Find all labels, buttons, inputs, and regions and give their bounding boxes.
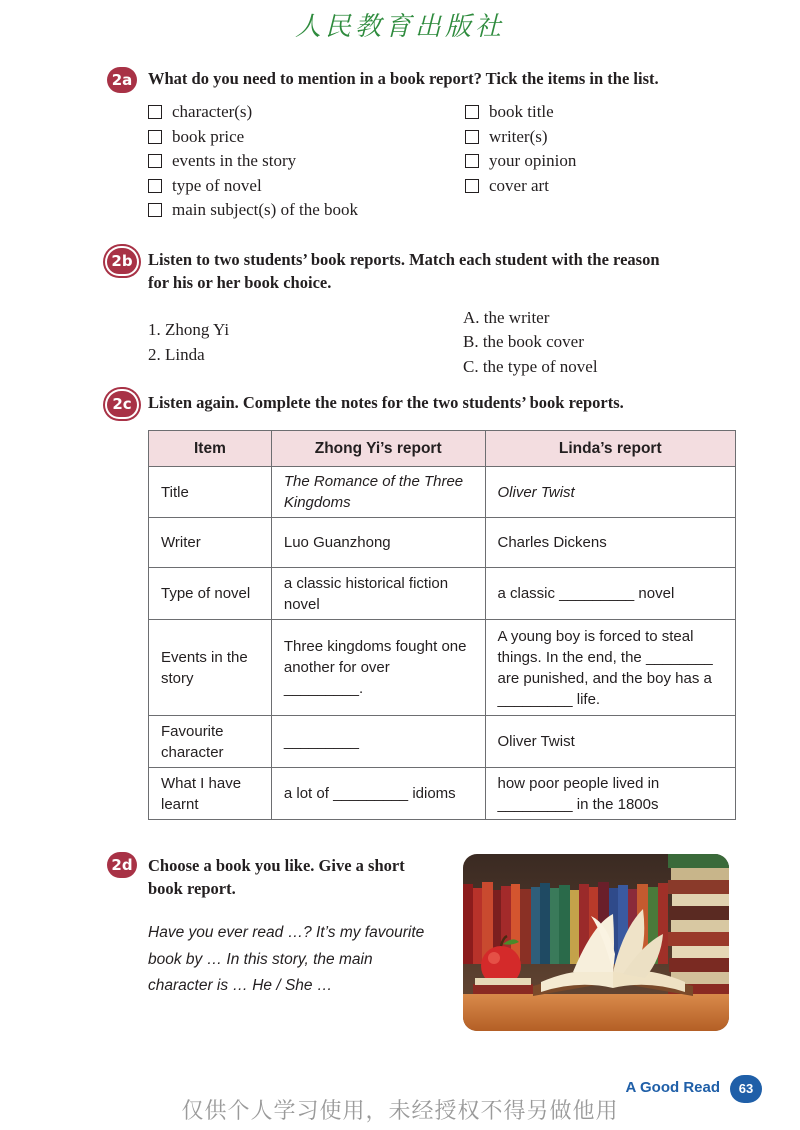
row-label: What I have learnt [149, 768, 272, 820]
checklist-item-writer[interactable]: writer(s) [465, 127, 548, 147]
checkbox[interactable] [465, 179, 479, 193]
checklist-item-cover-art[interactable]: cover art [465, 176, 549, 196]
checklist-item-main-subject[interactable]: main subject(s) of the book [148, 200, 358, 220]
row-label: Title [149, 467, 272, 518]
notes-table [148, 430, 736, 820]
zhong-cell: The Romance of the Three Kingdoms [271, 467, 485, 518]
checkbox[interactable] [148, 179, 162, 193]
section-badge-2a: 2a [107, 67, 137, 93]
publisher-logo: 人民教育出版社 [294, 12, 505, 42]
linda-cell-fill-blank[interactable]: how poor people lived in _________ in the 1800s [485, 768, 736, 820]
header-zhong-yi: Zhong Yi’s report [271, 431, 485, 467]
reason-item: A. the writer [463, 308, 550, 327]
row-label: Type of novel [149, 568, 272, 620]
report-prompt: Have you ever read …? It’s my favourite book by … In this story, the main character is … He / She … [148, 924, 425, 994]
checklist-item-events[interactable]: events in the story [148, 151, 296, 171]
linda-cell: Oliver Twist [485, 716, 736, 768]
table-header-row [149, 431, 736, 467]
checkbox[interactable] [465, 154, 479, 168]
unit-title: A Good Read [625, 1079, 720, 1096]
section-2d-heading: Choose a book you like. Give a short book report. [148, 856, 405, 898]
checklist-item-book-price[interactable]: book price [148, 127, 244, 147]
checkbox[interactable] [148, 154, 162, 168]
header-item: Item [149, 431, 272, 467]
reason-item: C. the type of novel [463, 357, 598, 376]
books-apple-photo [463, 854, 729, 1031]
section-2b-heading: Listen to two students’ book reports. Match each student with the reason for his or her book choice. [148, 250, 660, 292]
student-item: 2. Linda [148, 345, 205, 364]
header-linda: Linda’s report [485, 431, 736, 467]
checkbox[interactable] [465, 130, 479, 144]
checkbox[interactable] [148, 105, 162, 119]
watermark: 仅供个人学习使用，未经授权不得另做他用 [181, 1099, 619, 1124]
linda-cell-fill-blank[interactable]: a classic _________ novel [485, 568, 736, 620]
table-row [149, 467, 736, 518]
checklist-item-type-of-novel[interactable]: type of novel [148, 176, 262, 196]
student-item: 1. Zhong Yi [148, 320, 230, 339]
linda-cell: Oliver Twist [485, 467, 736, 518]
table-row [149, 768, 736, 820]
row-label: Writer [149, 518, 272, 568]
table-row [149, 620, 736, 716]
reason-item: B. the book cover [463, 332, 584, 351]
table-row [149, 568, 736, 620]
section-2a-heading: What do you need to mention in a book report? Tick the items in the list. [148, 69, 659, 88]
table-row [149, 518, 736, 568]
checkbox[interactable] [465, 105, 479, 119]
linda-cell-fill-blank[interactable]: A young boy is forced to steal things. In the end, the ________ are punished, and the boy has a _________ life. [485, 620, 736, 716]
fill-blank[interactable]: _________. [283, 680, 364, 697]
section-badge-2c-audio-icon[interactable]: 2c [107, 391, 137, 417]
checklist-item-character[interactable]: character(s) [148, 102, 252, 122]
section-badge-2d: 2d [107, 852, 137, 878]
checklist-item-opinion[interactable]: your opinion [465, 151, 576, 171]
checklist-item-book-title[interactable]: book title [465, 102, 554, 122]
linda-cell: Charles Dickens [485, 518, 736, 568]
checkbox[interactable] [148, 130, 162, 144]
books-illustration [463, 854, 729, 1031]
section-2c-heading: Listen again. Complete the notes for the two students’ book reports. [148, 393, 624, 412]
section-badge-2b-audio-icon[interactable]: 2b [107, 248, 137, 274]
row-label: Favourite character [149, 716, 272, 768]
row-label: Events in the story [149, 620, 272, 716]
zhong-cell: Luo Guanzhong [271, 518, 485, 568]
zhong-cell-fill-blank[interactable]: a lot of _________ idioms [271, 768, 485, 820]
table-row [149, 716, 736, 768]
zhong-cell: a classic historical fiction novel [271, 568, 485, 620]
zhong-cell-fill-blank[interactable]: _________ [271, 716, 485, 768]
page-number: 63 [730, 1075, 762, 1103]
zhong-cell: Three kingdoms fought one another for over _________. [271, 620, 485, 716]
checkbox[interactable] [148, 203, 162, 217]
